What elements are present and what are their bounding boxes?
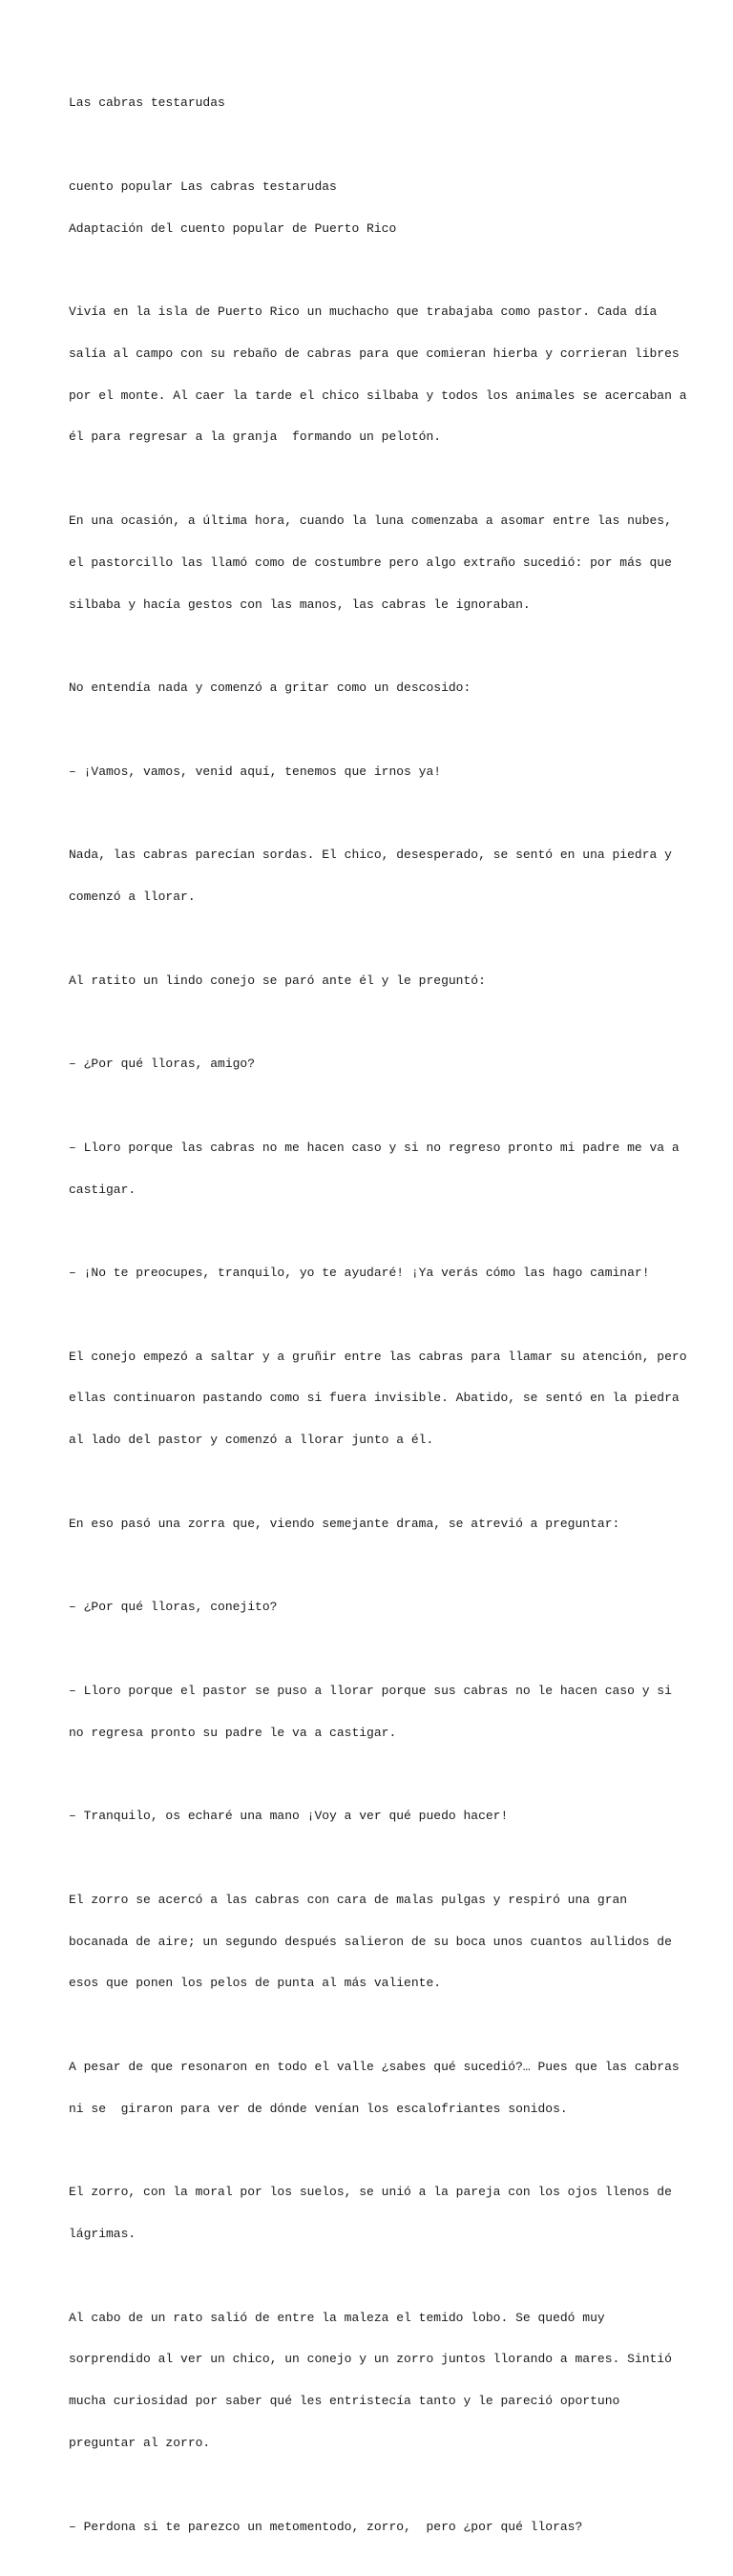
text-line: El zorro se acercó a las cabras con cara de malas pulgas y respiró una gran: [69, 1892, 628, 1907]
dialogue-line: [69, 2492, 680, 2562]
text-line: castigar.: [69, 1182, 136, 1197]
document-title: [69, 69, 680, 138]
text-line: Nada, las cabras parecían sordas. El chico, desesperado, se sentó en una piedra y: [69, 848, 672, 863]
text-line: A pesar de que resonaron en todo el valle ¿sabes qué sucedió?… Pues que las cabras: [69, 2059, 680, 2074]
paragraph: [69, 2283, 680, 2478]
paragraph: [69, 278, 687, 472]
text-line: – ¿Por qué lloras, conejito?: [69, 1600, 278, 1615]
text-line: lágrimas.: [69, 2227, 136, 2242]
subtitle-line: cuento popular Las cabras testarudas: [69, 178, 337, 194]
text-line: silbaba y hacía gestos con las manos, las cabras le ignoraban.: [69, 597, 531, 612]
dialogue-line: [69, 1030, 680, 1100]
document-subtitle: [69, 153, 680, 264]
text-line: – Perdona si te parezco un metomentodo, zorro, pero ¿por qué lloras?: [69, 2519, 583, 2534]
paragraph: [69, 2033, 680, 2145]
paragraph: [69, 946, 680, 1016]
text-line: ni se giraron para ver de dónde venían los escalofriantes sonidos.: [69, 2101, 568, 2116]
title-line: Las cabras testarudas: [69, 95, 225, 111]
paragraph: [69, 654, 680, 723]
text-line: No entendía nada y comenzó a gritar como un descosido:: [69, 681, 471, 696]
text-line: El conejo empezó a saltar y a gruñir entre las cabras para llamar su atención, pero: [69, 1349, 687, 1364]
text-line: Al cabo de un rato salió de entre la maleza el temido lobo. Se quedó muy: [69, 2310, 605, 2325]
text-line: bocanada de aire; un segundo después salieron de su boca unos cuantos aullidos de: [69, 1934, 672, 1949]
text-line: mucha curiosidad por saber qué les entristecía tanto y le pareció oportuno: [69, 2394, 620, 2409]
text-line: sorprendido al ver un chico, un conejo y un zorro juntos llorando a mares. Sintió: [69, 2352, 672, 2367]
paragraph: [69, 487, 680, 640]
text-line: – ¡Vamos, vamos, venid aquí, tenemos que irnos ya!: [69, 764, 442, 779]
text-line: salía al campo con su rebaño de cabras para que comieran hierba y corrieran libres: [69, 346, 680, 361]
text-line: En eso pasó una zorra que, viendo semejante drama, se atrevió a preguntar:: [69, 1516, 620, 1531]
text-line: En una ocasión, a última hora, cuando la luna comenzaba a asomar entre las nubes,: [69, 513, 672, 528]
text-line: Al ratito un lindo conejo se paró ante él y le preguntó:: [69, 973, 486, 988]
dialogue-line: [69, 1239, 680, 1309]
text-line: – ¡No te preocupes, tranquilo, yo te ayudaré! ¡Ya verás cómo las hago caminar!: [69, 1266, 650, 1281]
paragraph: [69, 2158, 680, 2270]
text-line: comenzó a llorar.: [69, 890, 196, 905]
text-line: esos que ponen los pelos de punta al más valiente.: [69, 1976, 442, 1991]
text-line: al lado del pastor y comenzó a llorar junto a él.: [69, 1433, 434, 1448]
text-line: el pastorcillo las llamó como de costumbre pero algo extraño sucedió: por más que: [69, 555, 672, 570]
text-line: – ¿Por qué lloras, amigo?: [69, 1057, 256, 1072]
text-line: por el monte. Al caer la tarde el chico silbaba y todos los animales se acercaban a: [69, 387, 687, 403]
text-line: Vivía en la isla de Puerto Rico un muchacho que trabajaba como pastor. Cada día: [69, 304, 658, 320]
dialogue-line: [69, 1573, 680, 1643]
text-line: – Lloro porque el pastor se puso a llorar porque sus cabras no le hacen caso y si: [69, 1683, 672, 1698]
paragraph: [69, 1866, 680, 2020]
dialogue-line: [69, 1657, 680, 1769]
dialogue-line: [69, 1114, 680, 1225]
document-page: [69, 69, 687, 2576]
text-line: ellas continuaron pastando como si fuera invisible. Abatido, se sentó en la piedra: [69, 1391, 680, 1406]
paragraph: [69, 821, 680, 932]
subtitle-line: Adaptación del cuento popular de Puerto Rico: [69, 220, 397, 236]
dialogue-line: [69, 1782, 680, 1852]
text-line: – Lloro porque las cabras no me hacen caso y si no regreso pronto mi padre me va a: [69, 1140, 680, 1155]
text-line: El zorro, con la moral por los suelos, se unió a la pareja con los ojos llenos de: [69, 2185, 672, 2200]
text-line: preguntar al zorro.: [69, 2435, 211, 2450]
text-line: – Tranquilo, os echaré una mano ¡Voy a ver qué puedo hacer!: [69, 1809, 509, 1824]
text-line: no regresa pronto su padre le va a castigar.: [69, 1725, 397, 1740]
paragraph: [69, 1322, 687, 1476]
dialogue-line: [69, 738, 680, 807]
paragraph: [69, 1490, 680, 1560]
text-line: él para regresar a la granja formando un pelotón.: [69, 429, 442, 445]
